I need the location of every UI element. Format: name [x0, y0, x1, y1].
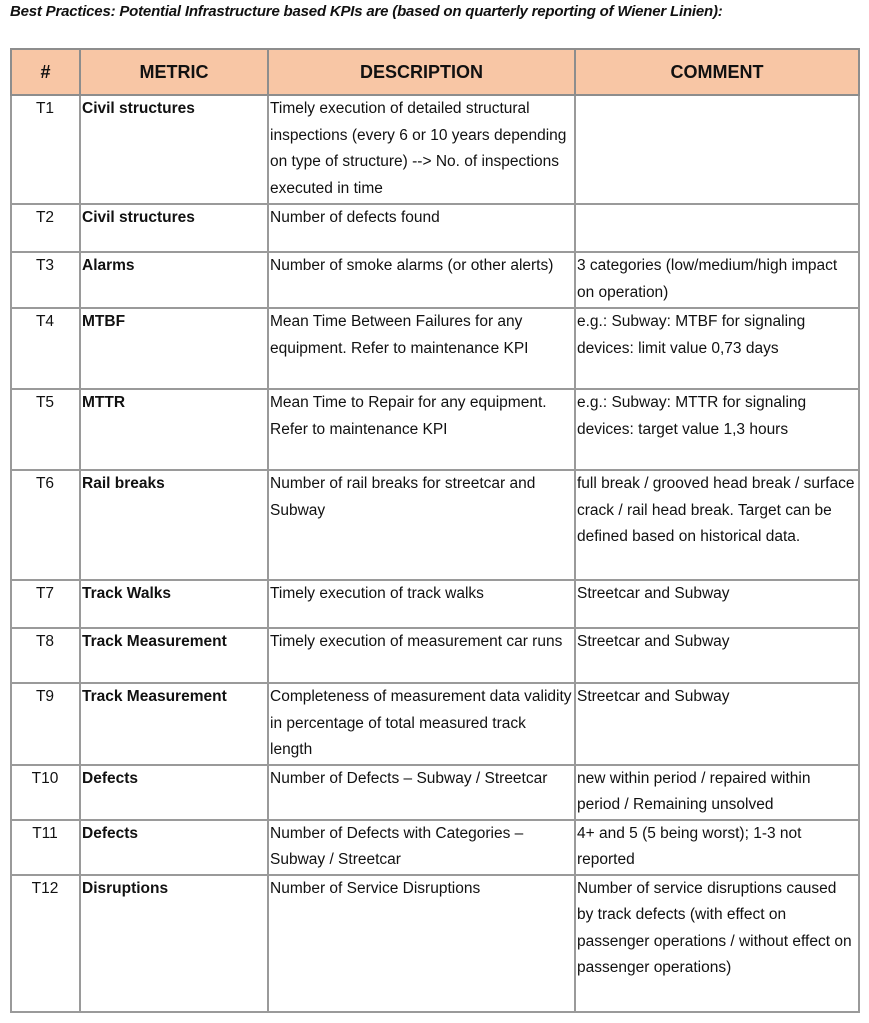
metric-cell: Defects [80, 820, 268, 875]
metric-cell: Civil structures [80, 95, 268, 204]
description-cell: Completeness of measurement data validity in percentage of total measured track length [268, 683, 575, 765]
column-header-metric: METRIC [80, 49, 268, 95]
comment-cell [575, 204, 859, 252]
kpi-id-cell: T8 [11, 628, 80, 683]
metric-cell: Civil structures [80, 204, 268, 252]
metric-cell: Track Measurement [80, 628, 268, 683]
metric-cell: Rail breaks [80, 470, 268, 580]
table-row [11, 765, 859, 820]
comment-cell: Number of service disruptions caused by track defects (with effect on passenger operations / without effect on passenger operations) [575, 875, 859, 1012]
comment-cell [575, 95, 859, 204]
kpi-id-cell: T11 [11, 820, 80, 875]
metric-cell: Alarms [80, 252, 268, 308]
table-row [11, 470, 859, 580]
kpi-id-cell: T5 [11, 389, 80, 470]
comment-cell: Streetcar and Subway [575, 580, 859, 628]
comment-cell: full break / grooved head break / surface crack / rail head break. Target can be defined based on historical data. [575, 470, 859, 580]
comment-cell: e.g.: Subway: MTTR for signaling devices: target value 1,3 hours [575, 389, 859, 470]
table-body [11, 95, 859, 1012]
kpi-id-cell: T1 [11, 95, 80, 204]
comment-cell: 4+ and 5 (5 being worst); 1-3 not reported [575, 820, 859, 875]
table-row [11, 95, 859, 204]
comment-cell: Streetcar and Subway [575, 628, 859, 683]
kpi-table [10, 48, 860, 1013]
description-cell: Number of rail breaks for streetcar and Subway [268, 470, 575, 580]
kpi-id-cell: T6 [11, 470, 80, 580]
description-cell: Timely execution of track walks [268, 580, 575, 628]
comment-cell: Streetcar and Subway [575, 683, 859, 765]
column-header-number: # [11, 49, 80, 95]
table-row [11, 308, 859, 389]
table-row [11, 820, 859, 875]
column-header-description: DESCRIPTION [268, 49, 575, 95]
description-cell: Number of Service Disruptions [268, 875, 575, 1012]
description-cell: Timely execution of measurement car runs [268, 628, 575, 683]
comment-cell: 3 categories (low/medium/high impact on operation) [575, 252, 859, 308]
table-row [11, 628, 859, 683]
table-header-row [11, 49, 859, 95]
kpi-id-cell: T7 [11, 580, 80, 628]
table-row [11, 683, 859, 765]
description-cell: Number of Defects – Subway / Streetcar [268, 765, 575, 820]
description-cell: Timely execution of detailed structural inspections (every 6 or 10 years depending on type of structure) --> No. of inspections executed in time [268, 95, 575, 204]
description-cell: Mean Time Between Failures for any equipment. Refer to maintenance KPI [268, 308, 575, 389]
description-cell: Mean Time to Repair for any equipment. Refer to maintenance KPI [268, 389, 575, 470]
table-row [11, 389, 859, 470]
metric-cell: Track Measurement [80, 683, 268, 765]
kpi-id-cell: T4 [11, 308, 80, 389]
comment-cell: new within period / repaired within period / Remaining unsolved [575, 765, 859, 820]
metric-cell: Track Walks [80, 580, 268, 628]
comment-cell: e.g.: Subway: MTBF for signaling devices: limit value 0,73 days [575, 308, 859, 389]
description-cell: Number of Defects with Categories – Subway / Streetcar [268, 820, 575, 875]
column-header-comment: COMMENT [575, 49, 859, 95]
kpi-id-cell: T3 [11, 252, 80, 308]
table-row [11, 204, 859, 252]
metric-cell: Disruptions [80, 875, 268, 1012]
metric-cell: MTBF [80, 308, 268, 389]
kpi-id-cell: T12 [11, 875, 80, 1012]
description-cell: Number of defects found [268, 204, 575, 252]
table-row [11, 875, 859, 1012]
metric-cell: Defects [80, 765, 268, 820]
kpi-id-cell: T10 [11, 765, 80, 820]
kpi-id-cell: T9 [11, 683, 80, 765]
kpi-id-cell: T2 [11, 204, 80, 252]
description-cell: Number of smoke alarms (or other alerts) [268, 252, 575, 308]
metric-cell: MTTR [80, 389, 268, 470]
table-row [11, 580, 859, 628]
table-row [11, 252, 859, 308]
document-title: Best Practices: Potential Infrastructure based KPIs are (based on quarterly reporting of Wiener Linien): [10, 3, 723, 20]
